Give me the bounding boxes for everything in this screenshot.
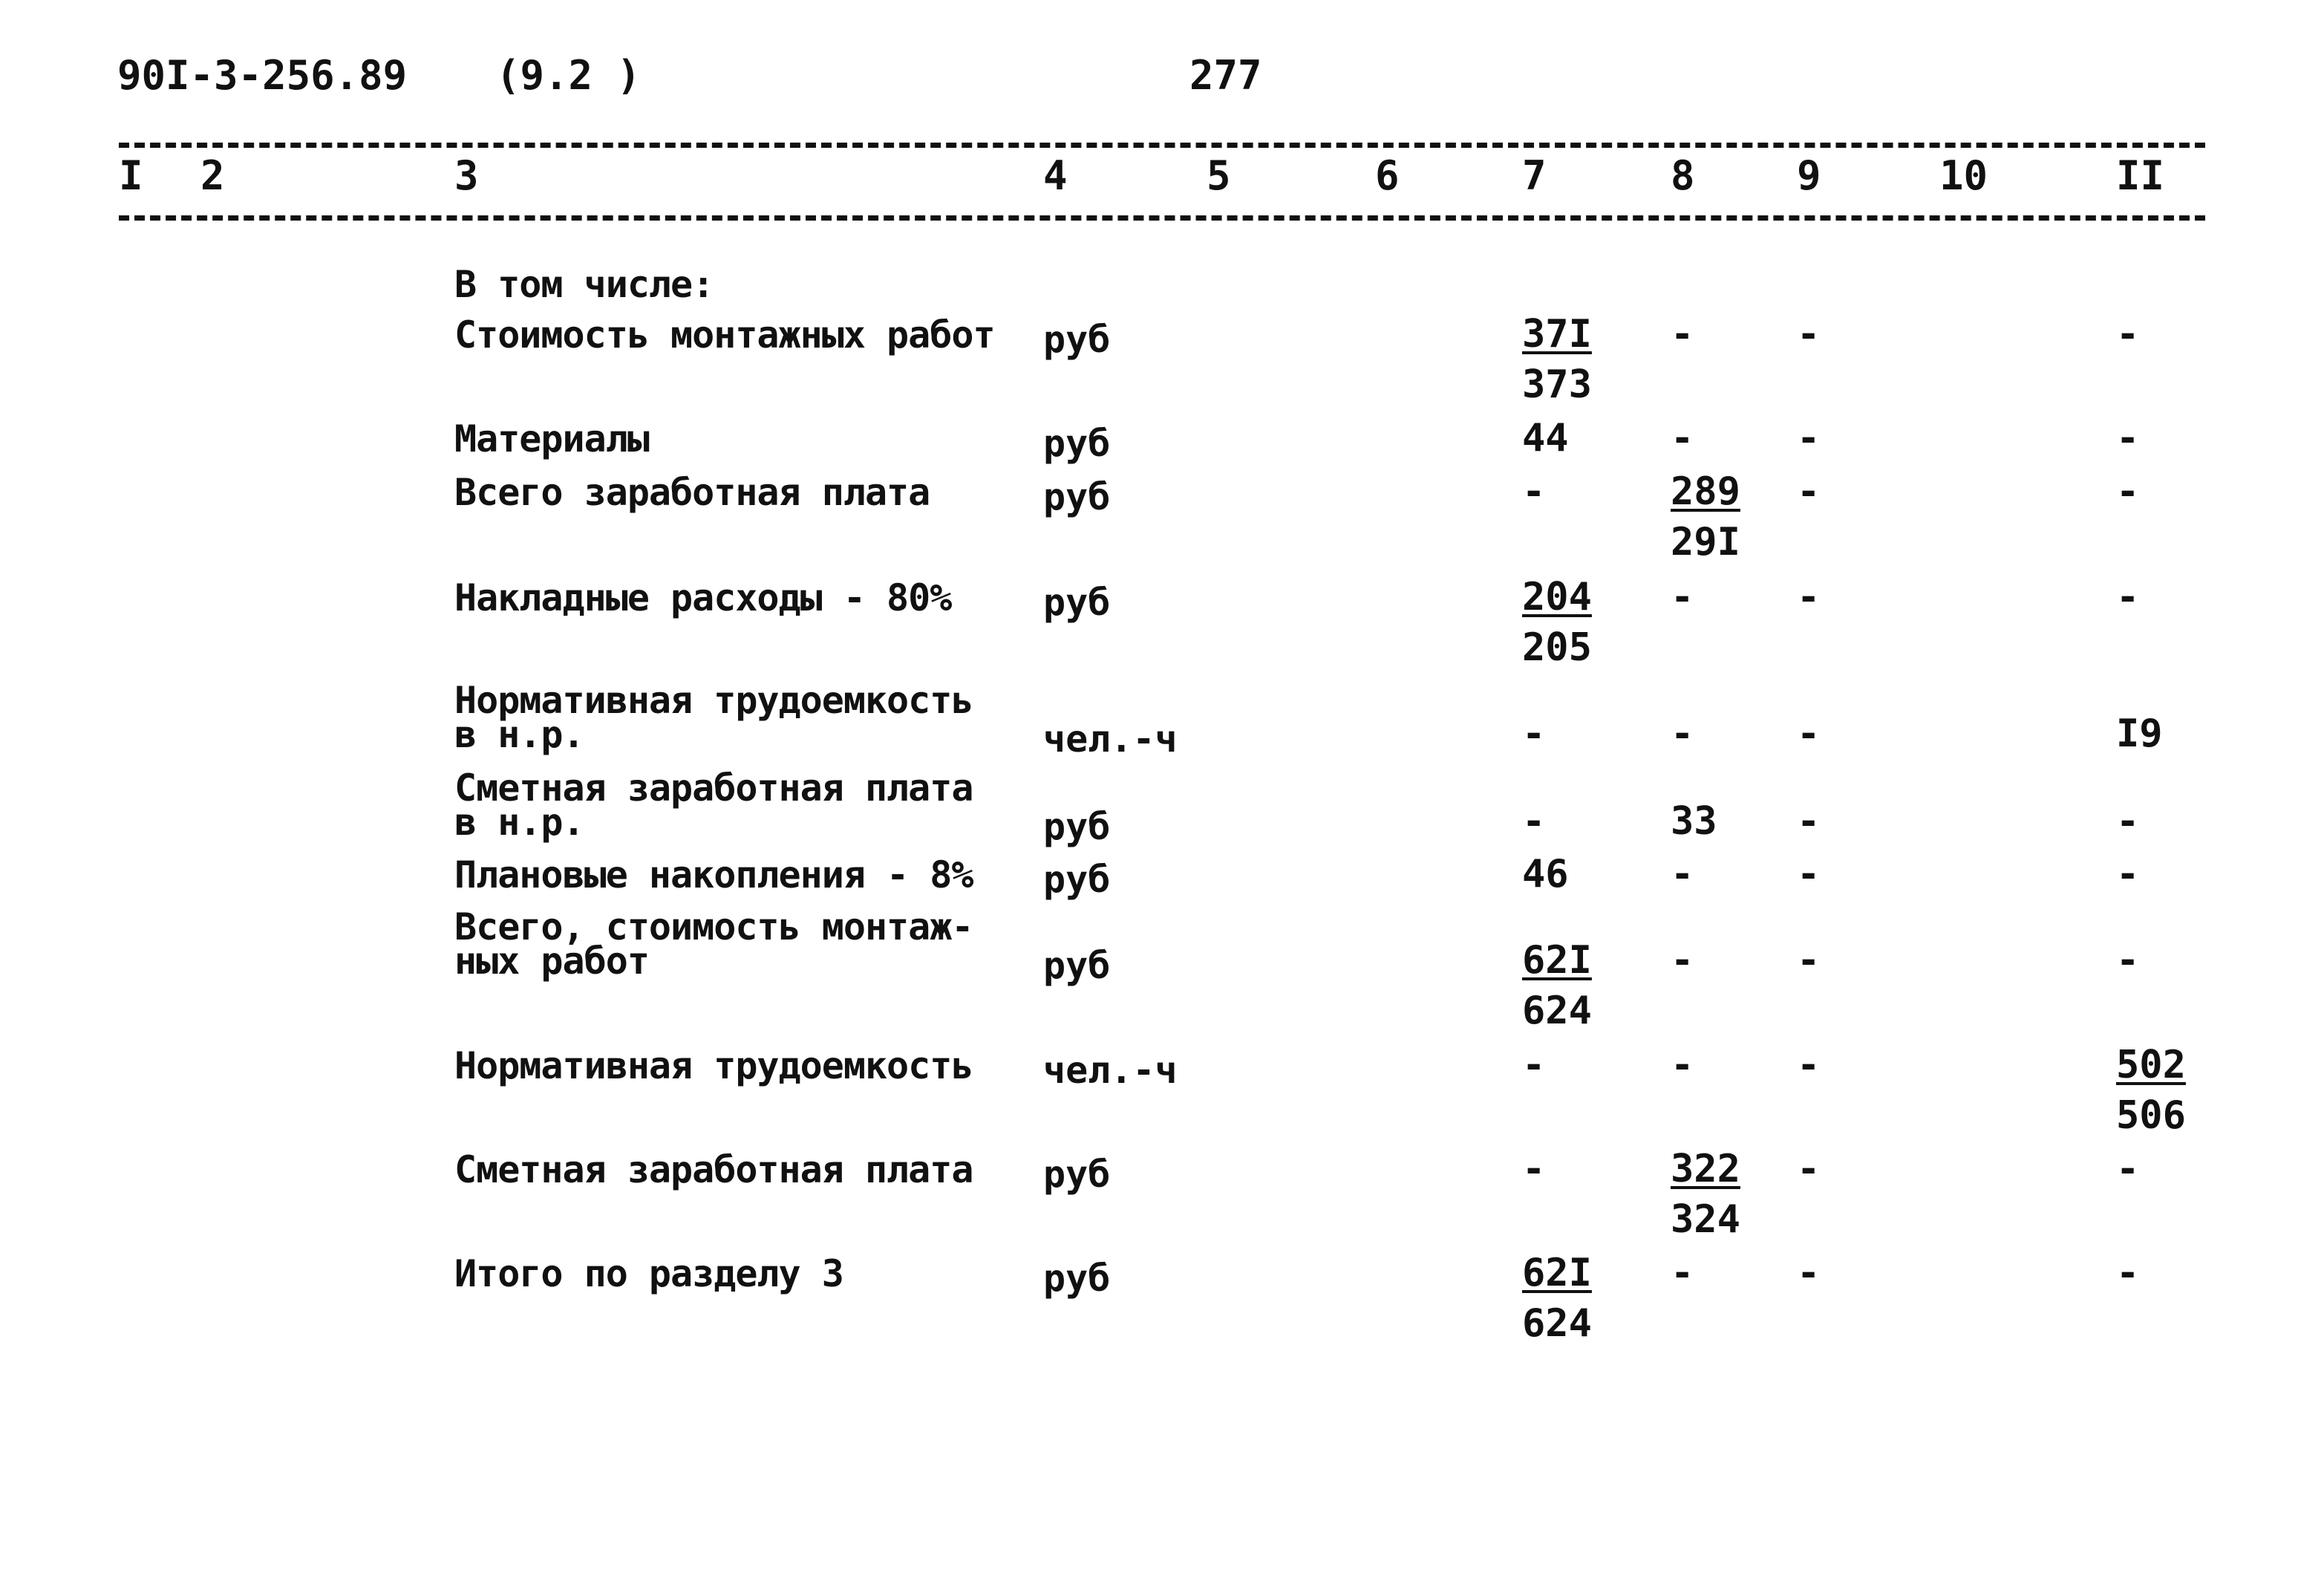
cell-c11 [2116, 572, 2139, 622]
column-number: 5 [1207, 152, 1231, 199]
cell-c7 [1522, 849, 1569, 899]
cell-c8 [1671, 796, 1717, 847]
value-numerator: 204 [1522, 575, 1592, 619]
cell-c11 [2116, 1144, 2139, 1194]
value: - [1671, 575, 1694, 619]
row-label: Сметная заработная плата в н.р. [454, 766, 973, 844]
value: 33 [1671, 799, 1717, 844]
row-unit: руб [1043, 944, 1111, 987]
row-label: В том числе: [454, 263, 714, 306]
column-number: 10 [1939, 152, 1988, 199]
value-denominator: 205 [1522, 625, 1592, 670]
cell-c8 [1671, 849, 1694, 899]
row-label: Нормативная трудоемкость [454, 1044, 973, 1087]
column-number: 6 [1375, 152, 1400, 199]
cell-c9 [1797, 849, 1820, 899]
value: - [1522, 712, 1546, 756]
cell-c8 [1671, 466, 1740, 567]
cell-c7 [1522, 796, 1545, 847]
value-denominator: 29I [1671, 520, 1740, 564]
value: - [2116, 575, 2140, 619]
row-unit: чел.-ч [1043, 717, 1178, 761]
cell-c9 [1797, 935, 1820, 986]
cell-c11 [2116, 935, 2139, 986]
cell-c9 [1797, 572, 1820, 622]
value: - [1671, 712, 1694, 756]
cell-c7 [1522, 935, 1592, 1036]
column-number: 7 [1522, 152, 1547, 199]
value-denominator: 624 [1522, 989, 1592, 1033]
cell-c11 [2116, 796, 2139, 847]
value: - [1522, 1043, 1546, 1087]
column-number: 9 [1797, 152, 1821, 199]
value: - [2116, 852, 2140, 896]
cell-c9 [1797, 413, 1820, 463]
row-label: Сметная заработная плата [454, 1148, 973, 1191]
row-unit: чел.-ч [1043, 1049, 1178, 1092]
value: - [1797, 312, 1821, 357]
column-number: II [2116, 152, 2165, 199]
cell-c9 [1797, 1144, 1820, 1194]
value: 46 [1522, 852, 1569, 896]
value-numerator: 62I [1522, 1251, 1592, 1295]
cell-c7 [1522, 709, 1545, 759]
value: - [2116, 799, 2140, 844]
cell-c7 [1522, 1144, 1545, 1194]
value: - [1797, 1043, 1821, 1087]
column-number: 3 [454, 152, 479, 199]
cell-c9 [1797, 1040, 1820, 1090]
row-label: Накладные расходы - 80% [454, 576, 952, 619]
value: 44 [1522, 416, 1569, 460]
value: - [2116, 416, 2140, 460]
cell-c9 [1797, 796, 1820, 847]
row-unit: руб [1043, 858, 1111, 901]
row-unit: руб [1043, 318, 1111, 361]
row-unit: руб [1043, 581, 1111, 624]
cell-c8 [1671, 709, 1694, 759]
cell-c8 [1671, 1248, 1694, 1298]
row-label: Плановые накопления - 8% [454, 853, 973, 896]
column-number: 4 [1043, 152, 1068, 199]
cell-c11 [2116, 413, 2139, 463]
row-label: Стоимость монтажных работ [454, 313, 995, 357]
cell-c8 [1671, 1144, 1740, 1245]
cell-c8 [1671, 572, 1694, 622]
value-denominator: 506 [2116, 1093, 2186, 1138]
value-numerator: 502 [2116, 1043, 2186, 1087]
cell-c11 [2116, 309, 2139, 359]
value: - [1797, 852, 1821, 896]
cell-c8 [1671, 413, 1694, 463]
cell-c7 [1522, 466, 1545, 517]
value: - [1797, 1251, 1821, 1295]
cell-c8 [1671, 309, 1694, 359]
row-unit: руб [1043, 1257, 1111, 1300]
row-label: Нормативная трудоемкость в н.р. [454, 679, 973, 756]
value: - [1797, 575, 1821, 619]
cell-c11 [2116, 1248, 2139, 1298]
value: - [1797, 712, 1821, 756]
row-unit: руб [1043, 1153, 1111, 1196]
row-label: Всего заработная плата [454, 471, 930, 514]
value-numerator: 62I [1522, 938, 1592, 983]
value-numerator: 37I [1522, 312, 1592, 357]
cell-c8 [1671, 1040, 1694, 1090]
value: - [2116, 1251, 2140, 1295]
cell-c7 [1522, 413, 1569, 463]
row-label: Материалы [454, 417, 649, 460]
value: - [2116, 1147, 2140, 1191]
value: - [1671, 312, 1694, 357]
cell-c7 [1522, 309, 1592, 410]
header-rule-top [119, 143, 2205, 148]
value: - [1797, 469, 1821, 514]
value: - [1671, 1043, 1694, 1087]
doc-code: 90I-3-256.89 [117, 52, 408, 99]
cell-c11 [2116, 466, 2139, 517]
value: - [2116, 469, 2140, 514]
cell-c9 [1797, 309, 1820, 359]
value-numerator: 289 [1671, 469, 1740, 514]
value: - [1797, 1147, 1821, 1191]
column-number: 8 [1671, 152, 1695, 199]
value: - [1522, 1147, 1546, 1191]
value: - [1797, 416, 1821, 460]
value: - [1797, 799, 1821, 844]
value: - [1797, 938, 1821, 983]
value: - [1671, 416, 1694, 460]
cell-c11 [2116, 709, 2163, 759]
value: - [2116, 938, 2140, 983]
row-unit: руб [1043, 422, 1111, 465]
cell-c9 [1797, 1248, 1820, 1298]
page-number: 277 [1189, 52, 1262, 99]
cell-c7 [1522, 1248, 1592, 1349]
row-label: Всего, стоимость монтаж- ных работ [454, 905, 973, 983]
value: - [2116, 312, 2140, 357]
cell-c11 [2116, 849, 2139, 899]
cell-c7 [1522, 572, 1592, 673]
section-number: (9.2 ) [496, 52, 642, 99]
header-rule-bottom [119, 215, 2205, 221]
value: I9 [2116, 712, 2163, 756]
cell-c8 [1671, 935, 1694, 986]
value-denominator: 624 [1522, 1301, 1592, 1346]
row-label: Итого по разделу 3 [454, 1252, 843, 1295]
value-denominator: 324 [1671, 1197, 1740, 1242]
cell-c9 [1797, 709, 1820, 759]
column-number: 2 [200, 152, 225, 199]
cell-c11 [2116, 1040, 2186, 1141]
value-numerator: 322 [1671, 1147, 1740, 1191]
value: - [1522, 469, 1546, 514]
value: - [1671, 938, 1694, 983]
column-number: I [119, 152, 143, 199]
value-denominator: 373 [1522, 362, 1592, 407]
row-unit: руб [1043, 805, 1111, 848]
value: - [1522, 799, 1546, 844]
value: - [1671, 852, 1694, 896]
cell-c9 [1797, 466, 1820, 517]
row-unit: руб [1043, 475, 1111, 518]
cell-c7 [1522, 1040, 1545, 1090]
value: - [1671, 1251, 1694, 1295]
